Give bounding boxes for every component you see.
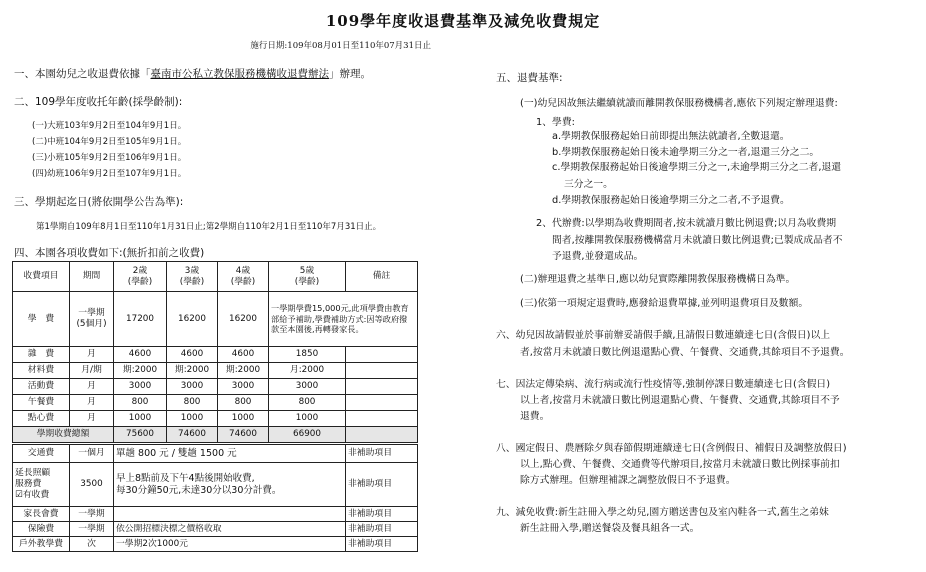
section-6-line-1: 六、幼兒因故請假並於事前辦妥請假手續,且請假日數連續達七日(含假日)以上 <box>496 330 831 341</box>
activity-fee-age2: 3000 <box>114 379 167 395</box>
material-fee-age5: 月:2000 <box>269 363 346 379</box>
refund-rule-c: c.學期教保服務起始日後逾學期三分之一,未逾學期三分之二者,退還 <box>552 162 842 173</box>
section-8-line-3: 除方式辦理。但辦理補課之調整放假日不予退費。 <box>520 475 736 486</box>
activity-fee-period: 月 <box>70 379 114 395</box>
semester-total-age2: 75600 <box>114 427 167 444</box>
material-fee-age2: 期:2000 <box>114 363 167 379</box>
snack-fee-age3: 1000 <box>167 411 218 427</box>
section-7-line-3: 退費。 <box>520 411 550 422</box>
snack-fee-age5: 1000 <box>269 411 346 427</box>
insurance-fee-desc: 依公開招標決標之價格收取 <box>114 522 346 537</box>
snack-fee-age4: 1000 <box>218 411 269 427</box>
semester-total-label: 學期收費總額 <box>13 427 114 444</box>
extended-care-desc: 早上8點前及下午4點後開始收費, 每30分鐘50元,未達30分以30分計費。 <box>114 463 346 507</box>
refund-para-3: (三)依第一項規定退費時,應發給退費單據,並列明退費項目及數額。 <box>520 298 809 309</box>
section-1-prefix: 一、本園幼兒之收退費依據「 <box>14 68 151 80</box>
outdoor-fee-note: 非補助項目 <box>346 537 418 552</box>
extended-care-note: 非補助項目 <box>346 463 418 507</box>
section-2: 二、109學年度收托年齡(採學齡制): <box>14 96 183 108</box>
section-8-line-2: 以上,點心費、午餐費、交通費等代辦項目,按當月未就讀日數比例採事前扣 <box>520 459 840 470</box>
outdoor-fee-desc: 一學期2次1000元 <box>114 537 346 552</box>
header-period: 期間 <box>70 262 114 292</box>
section-6-line-2: 者,按當月未就讀日數比例退還點心費、午餐費、交通費,其餘項目不予退費。 <box>520 347 850 358</box>
shuttle-fee-item: 交通費 <box>13 444 70 463</box>
outdoor-fee-period: 次 <box>70 537 114 552</box>
material-fee-age4: 期:2000 <box>218 363 269 379</box>
section-1 <box>14 66 371 81</box>
snack-fee-age2: 1000 <box>114 411 167 427</box>
activity-fee-item: 活動費 <box>13 379 70 395</box>
refund-agency-3: 予退費,並發還成品。 <box>552 251 644 262</box>
lunch-fee-age3: 800 <box>167 395 218 411</box>
material-fee-note <box>346 363 418 379</box>
page-title: 109學年度收退費基準及減免收費規定 <box>325 12 601 30</box>
activity-fee-age5: 3000 <box>269 379 346 395</box>
parent-fee-item: 家長會費 <box>13 507 70 522</box>
semester-total-age4: 74600 <box>218 427 269 444</box>
parent-fee-note: 非補助項目 <box>346 507 418 522</box>
header-note: 備註 <box>346 262 418 292</box>
lunch-fee-note <box>346 395 418 411</box>
header-age4: 4歲 (學齡) <box>218 262 269 292</box>
misc-fee-note <box>346 347 418 363</box>
refund-para-2: (二)辦理退費之基準日,應以幼兒實際離開教保服務機構日為準。 <box>520 274 796 285</box>
section-7-line-2: 以上者,按當月未就讀日數比例退還點心費、午餐費、交通費,其餘項目不予 <box>520 395 840 406</box>
tuition-age3: 16200 <box>167 292 218 347</box>
misc-fee-age2: 4600 <box>114 347 167 363</box>
parent-fee-desc <box>114 507 346 522</box>
section-9-line-1: 九、減免收費:新生註冊入學之幼兒,園方贈送書包及室內鞋各一式,舊生之弟妹 <box>496 507 829 518</box>
lunch-fee-period: 月 <box>70 395 114 411</box>
outdoor-fee-item: 戶外教學費 <box>13 537 70 552</box>
refund-rule-b: b.學期教保服務起始日後未逾學期三分之一者,退還三分之二。 <box>552 147 820 158</box>
extended-care-price: 3500 <box>70 463 114 507</box>
header-age2: 2歲 (學齡) <box>114 262 167 292</box>
misc-fee-item: 雜 費 <box>13 347 70 363</box>
activity-fee-age3: 3000 <box>167 379 218 395</box>
shuttle-fee-period: 一個月 <box>70 444 114 463</box>
lunch-fee-age2: 800 <box>114 395 167 411</box>
lunch-fee-age4: 800 <box>218 395 269 411</box>
extended-care-item: 延長照顧 服務費 ☑有收費 <box>13 463 70 507</box>
misc-fee-age4: 4600 <box>218 347 269 363</box>
refund-rule-c-cont: 三分之一。 <box>564 179 613 190</box>
lunch-fee-age5: 800 <box>269 395 346 411</box>
semester-total-note <box>346 427 418 444</box>
snack-fee-item: 點心費 <box>13 411 70 427</box>
tuition-age4: 16200 <box>218 292 269 347</box>
lunch-fee-item: 午餐費 <box>13 395 70 411</box>
semester-total-age3: 74600 <box>167 427 218 444</box>
shuttle-fee-note: 非補助項目 <box>346 444 418 463</box>
effective-date: 施行日期:109年08月01日至110年07月31日止 <box>250 41 431 51</box>
section-5-title: 五、退費基準: <box>496 72 563 84</box>
material-fee-item: 材料費 <box>13 363 70 379</box>
fee-table <box>12 261 418 552</box>
parent-fee-period: 一學期 <box>70 507 114 522</box>
refund-para-1: (一)幼兒因故無法繼續就讀而離開教保服務機構者,應依下列規定辦理退費: <box>520 98 838 109</box>
misc-fee-age5: 1850 <box>269 347 346 363</box>
header-age5: 5歲 (學齡) <box>269 262 346 292</box>
material-fee-period: 月/期 <box>70 363 114 379</box>
tuition-period: 一學期 (5個月) <box>70 292 114 347</box>
age-item-3: (三)小班105年9月2日至106年9月1日。 <box>32 153 187 163</box>
tuition-item: 學 費 <box>13 292 70 347</box>
semester-dates: 第1學期自109年8月1日至110年1月31日止;第2學期自110年2月1日至110年7月31日止。 <box>36 222 382 232</box>
section-3: 三、學期起迄日(將依開學公告為準): <box>14 196 184 208</box>
shuttle-fee-desc: 單趟 800 元 / 雙趟 1500 元 <box>114 444 346 463</box>
refund-rule-a: a.學期教保服務起始日前即提出無法就讀者,全數退還。 <box>552 131 790 142</box>
section-9-line-2: 新生註冊入學,贈送餐袋及餐具組各一式。 <box>520 523 700 534</box>
insurance-fee-period: 一學期 <box>70 522 114 537</box>
header-age3: 3歲 (學齡) <box>167 262 218 292</box>
section-1-suffix: 」辦理。 <box>329 68 371 80</box>
age-item-2: (二)中班104年9月2日至105年9月1日。 <box>32 137 187 147</box>
insurance-fee-note: 非補助項目 <box>346 522 418 537</box>
refund-rule-d: d.學期教保服務起始日後逾學期三分之二者,不予退費。 <box>552 195 790 206</box>
misc-fee-age3: 4600 <box>167 347 218 363</box>
activity-fee-age4: 3000 <box>218 379 269 395</box>
misc-fee-period: 月 <box>70 347 114 363</box>
header-item: 收費項目 <box>13 262 70 292</box>
section-8-line-1: 八、國定假日、農曆除夕與春節假期連續達七日(含例假日、補假日及調整放假日) <box>496 443 847 454</box>
refund-tuition-label: 1、學費: <box>536 117 575 128</box>
tuition-age2: 17200 <box>114 292 167 347</box>
tuition-note: 一學期學費15,000元,此項學費由教育部給予補助,學費補助方式:因等政府撥款至本園後,再轉發家長。 <box>269 292 418 347</box>
refund-agency-1: 2、代辦費:以學期為收費期間者,按未就讀月數比例退費;以月為收費期 <box>536 218 837 229</box>
material-fee-age3: 期:2000 <box>167 363 218 379</box>
section-7-line-1: 七、因法定傳染病、流行病或流行性疫情等,強制停課日數連續達七日(含假日) <box>496 379 831 390</box>
refund-agency-2: 間者,按離開教保服務機構當月未就讀日數比例退費;已製成成品者不 <box>552 235 843 246</box>
semester-total-age5: 66900 <box>269 427 346 444</box>
insurance-fee-item: 保險費 <box>13 522 70 537</box>
activity-fee-note <box>346 379 418 395</box>
snack-fee-note <box>346 411 418 427</box>
section-4: 四、本園各項收費如下:(無折扣前之收費) <box>14 247 205 259</box>
age-item-1: (一)大班103年9月2日至104年9月1日。 <box>32 121 187 131</box>
age-item-4: (四)幼班106年9月2日至107年9月1日。 <box>32 169 187 179</box>
regulation-link[interactable]: 臺南市公私立教保服務機構收退費辦法 <box>150 68 329 80</box>
snack-fee-period: 月 <box>70 411 114 427</box>
